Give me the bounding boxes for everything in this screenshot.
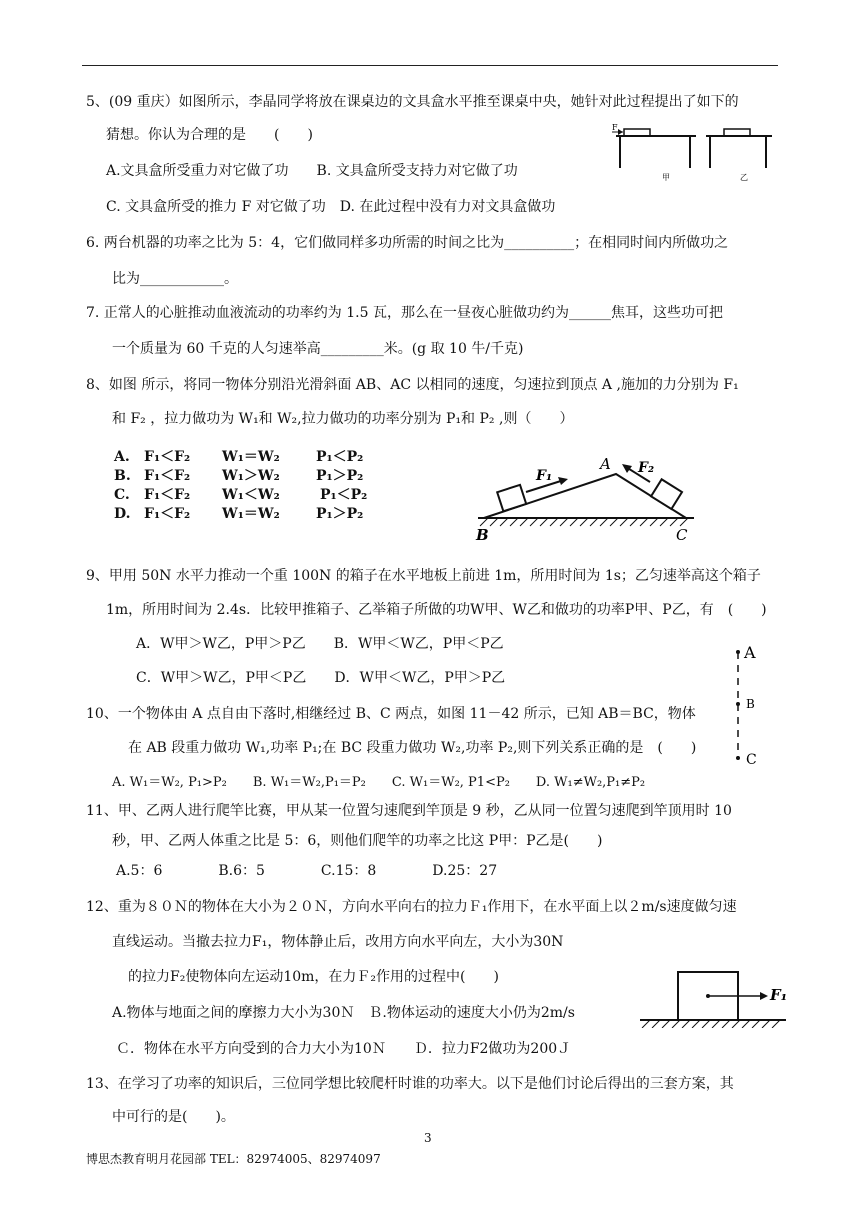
q8-fig-c-label: C: [676, 526, 688, 544]
q5-stem-line1: 5、(09 重庆）如图所示，李晶同学将放在课桌边的文具盒水平推至课桌中央，她针对此过程提出了如下的: [86, 94, 739, 110]
q10-fall-figure: [728, 640, 768, 770]
q8-option-a-work: W₁＝W₂: [222, 449, 280, 465]
q9-options-ab: A．W甲＞W乙，P甲＞P乙 B．W甲＜W乙，P甲＜P乙: [136, 636, 504, 652]
q8-option-d-letter: D.: [114, 506, 131, 522]
q8-fig-b-label: B: [476, 526, 489, 544]
q8-option-b-letter: B.: [114, 468, 131, 484]
q13-line2: 中可行的是( )。: [112, 1109, 235, 1125]
q5-fig-force-label: F: [612, 123, 618, 132]
page-number: 3: [424, 1131, 432, 1145]
q8-option-d-power: P₁＞P₂: [316, 506, 364, 522]
q10-fig-c-label: C: [746, 752, 757, 768]
header-rule: [82, 65, 778, 66]
q12-block-figure: [636, 968, 796, 1028]
q10-fig-b-label: B: [746, 697, 755, 711]
q8-option-c-power: P₁＜P₂: [320, 487, 368, 503]
q11-line2: 秒，甲、乙两人体重之比是 5：6，则他们爬竿的功率之比这 P甲：P乙是( ): [112, 833, 603, 849]
q10-line2: 在 AB 段重力做功 W₁,功率 P₁;在 BC 段重力做功 W₂,功率 P₂,则下列关系正确的是 ( ): [128, 740, 697, 756]
q12-options-ab: A.物体与地面之间的摩擦力大小为30Ｎ Ｂ.物体运动的速度大小仍为2m/s: [112, 1005, 575, 1021]
q8-line1: 8、如图 所示，将同一物体分别沿光滑斜面 AB、AC 以相同的速度，匀速拉到顶点 A ,施加的力分别为 F₁: [86, 377, 739, 393]
q5-options-cd: C. 文具盒所受的推力 F 对它做了功 D. 在此过程中没有力对文具盒做功: [106, 199, 556, 215]
q8-option-c-letter: C.: [114, 487, 130, 503]
q5-stem-line2: 猜想。你认为合理的是 ( ): [106, 127, 313, 143]
q5-desk-figure: [612, 122, 778, 186]
q6-line2: 比为____________。: [112, 271, 238, 287]
q9-line2: 1m，所用时间为 2.4s．比较甲推箱子、乙举箱子所做的功W甲、W乙和做功的功率P甲、P乙，有 ( ): [106, 602, 767, 618]
q12-line2: 直线运动。当撤去拉力F₁，物体静止后，改用方向水平向左，大小为30N: [112, 934, 564, 950]
q8-option-a-letter: A.: [114, 449, 130, 465]
q12-line3: 的拉力F₂使物体向左运动10m，在力Ｆ₂作用的过程中( ): [128, 969, 499, 985]
q9-line1: 9、甲用 50N 水平力推动一个重 100N 的箱子在水平地板上前进 1m，所用时间为 1s；乙匀速举高这个箱子: [86, 568, 761, 584]
q8-fig-a-label: A: [600, 455, 611, 473]
q8-option-c-work: W₁＜W₂: [222, 487, 280, 503]
q7-line2: 一个质量为 60 千克的人匀速举高_________米。(g 取 10 牛/千克): [112, 341, 524, 357]
q12-fig-f1-label: F₁: [770, 986, 788, 1004]
q8-option-b-work: W₁＞W₂: [222, 468, 280, 484]
q8-option-d-force: F₁＜F₂: [144, 506, 191, 522]
q6-line1: 6. 两台机器的功率之比为 5：4，它们做同样多功所需的时间之比为__________；在相同时间内所做功之: [86, 235, 729, 251]
q9-options-cd: C．W甲＞W乙，P甲＜P乙 D．W甲＜W乙，P甲＞P乙: [136, 670, 506, 686]
q8-incline-figure: [472, 452, 702, 544]
q8-option-b-force: F₁＜F₂: [144, 468, 191, 484]
q10-options: A. W₁＝W₂, P₁>P₂ B. W₁＝W₂,P₁＝P₂ C. W₁＝W₂, P1<P₂ D. W₁≠W₂,P₁≠P₂: [112, 775, 646, 790]
q12-options-cd: Ｃ．物体在水平方向受到的合力大小为10Ｎ Ｄ．拉力F2做功为200Ｊ: [116, 1041, 572, 1057]
q8-option-b-power: P₁＞P₂: [316, 468, 364, 484]
q5-options-ab: A.文具盒所受重力对它做了功 B. 文具盒所受支持力对它做了功: [106, 163, 518, 179]
q8-block-right: [651, 479, 682, 509]
q11-line1: 11、甲、乙两人进行爬竿比赛，甲从某一位置匀速爬到竿顶是 9 秒，乙从同一位置匀速爬到竿顶用时 10: [86, 803, 732, 819]
q8-fig-f1-label: F₁: [536, 468, 553, 484]
q10-line1: 10、一个物体由 A 点自由下落时,相继经过 B、C 两点，如图 11－42 所示，已知 AB＝BC，物体: [86, 706, 696, 722]
q8-option-a-force: F₁＜F₂: [144, 449, 191, 465]
q7-line1: 7. 正常人的心脏推动血液流动的功率约为 1.5 瓦，那么在一昼夜心脏做功约为______焦耳，这些功可把: [86, 305, 723, 321]
q8-option-a-power: P₁＜P₂: [316, 449, 364, 465]
q5-fig-yi-label: 乙: [740, 173, 748, 182]
footer-contact: 博思杰教育明月花园部 TEL：82974005、82974097: [86, 1152, 381, 1166]
q12-line1: 12、重为８０Ｎ的物体在大小为２０Ｎ，方向水平向右的拉力Ｆ₁作用下，在水平面上以２m/s速度做匀速: [86, 899, 737, 915]
q8-block-left: [497, 485, 526, 511]
q8-line2: 和 F₂ ，拉力做功为 W₁和 W₂,拉力做功的功率分别为 P₁和 P₂ ,则（ ）: [112, 411, 574, 427]
q8-fig-f2-label: F₂: [638, 460, 655, 476]
q8-option-d-work: W₁＝W₂: [222, 506, 280, 522]
q13-line1: 13、在学习了功率的知识后，三位同学想比较爬杆时谁的功率大。以下是他们讨论后得出的三套方案，其: [86, 1076, 734, 1092]
q11-options: A.5：6 B.6：5 C.15：8 D.25：27: [116, 863, 498, 879]
q8-option-c-force: F₁＜F₂: [144, 487, 191, 503]
q10-fig-a-label: A: [744, 643, 756, 662]
q5-fig-jia-label: 甲: [662, 173, 670, 182]
